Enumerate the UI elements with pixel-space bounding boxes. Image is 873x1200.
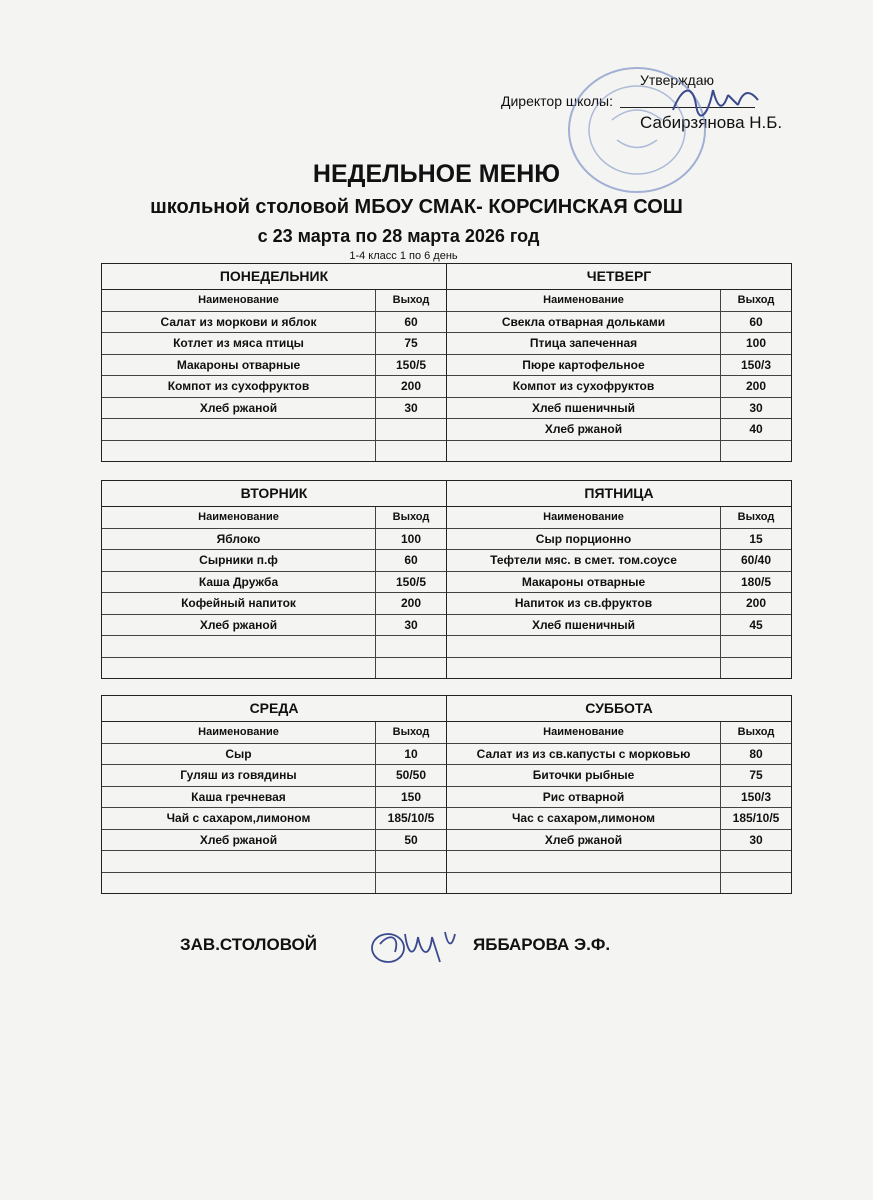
dish-output: 80 bbox=[749, 746, 763, 761]
dish-output: 150/5 bbox=[395, 574, 427, 589]
table-row bbox=[447, 744, 791, 766]
dish-name bbox=[102, 419, 376, 440]
dish-output: 10 bbox=[404, 746, 418, 761]
table-row bbox=[447, 398, 791, 420]
table-header bbox=[447, 722, 791, 744]
day-title: ПЯТНИЦА bbox=[447, 481, 791, 507]
dish-output: 185/10/5 bbox=[732, 811, 780, 825]
dish-output: 200 bbox=[400, 596, 422, 610]
dish-name: Сыр bbox=[102, 744, 376, 765]
table-row bbox=[102, 419, 446, 441]
dish-name: Рис отварной bbox=[447, 787, 721, 808]
day-title: ВТОРНИК bbox=[102, 481, 446, 507]
dish-name: Сырники п.ф bbox=[102, 550, 376, 571]
dish-name: Сыр порционно bbox=[447, 529, 721, 550]
table-row bbox=[102, 441, 446, 462]
director-label: Директор школы: bbox=[501, 93, 613, 109]
dish-output: 200 bbox=[400, 379, 422, 393]
table-row bbox=[447, 419, 791, 441]
dish-output: 200 bbox=[745, 596, 767, 610]
table-row bbox=[447, 787, 791, 809]
page-subtitle: школьной столовой МБОУ СМАК- КОРСИНСКАЯ СОШ bbox=[150, 196, 683, 218]
table-row bbox=[447, 851, 791, 873]
director-signature-icon bbox=[668, 80, 763, 120]
dish-name: Биточки рыбные bbox=[447, 765, 721, 786]
table-row bbox=[447, 593, 791, 615]
menu-block-3 bbox=[101, 695, 792, 894]
table-row bbox=[447, 658, 791, 679]
day-title: ПОНЕДЕЛЬНИК bbox=[102, 264, 446, 290]
dish-output bbox=[376, 851, 446, 872]
dish-name: Макароны отварные bbox=[447, 572, 721, 593]
dish-output bbox=[376, 658, 446, 679]
dish-output: 60 bbox=[749, 314, 763, 329]
dish-name bbox=[102, 658, 376, 679]
dish-output: 40 bbox=[749, 422, 763, 436]
dish-name bbox=[447, 441, 721, 462]
day-table bbox=[447, 481, 791, 678]
dish-output: 30 bbox=[749, 400, 763, 415]
table-row bbox=[102, 787, 446, 809]
day-table bbox=[102, 696, 447, 893]
table-row bbox=[102, 744, 446, 766]
table-row bbox=[102, 376, 446, 398]
table-row bbox=[102, 636, 446, 658]
day-table bbox=[102, 264, 447, 461]
table-row bbox=[102, 851, 446, 873]
column-header-name: Наименование bbox=[447, 722, 721, 743]
dish-name: Час с сахаром,лимоном bbox=[447, 808, 721, 829]
table-row bbox=[102, 312, 446, 334]
table-header bbox=[102, 722, 446, 744]
dish-name: Макароны отварные bbox=[102, 355, 376, 376]
footer-position: ЗАВ.СТОЛОВОЙ bbox=[180, 935, 317, 954]
dish-output: 150/5 bbox=[395, 357, 427, 372]
table-row bbox=[447, 355, 791, 377]
menu-block-1 bbox=[101, 263, 792, 462]
dish-output bbox=[721, 873, 791, 894]
dish-output: 45 bbox=[749, 617, 763, 632]
table-row bbox=[447, 529, 791, 551]
dish-output: 200 bbox=[745, 379, 767, 393]
table-row bbox=[102, 593, 446, 615]
table-header bbox=[447, 507, 791, 529]
dish-name: Котлет из мяса птицы bbox=[102, 333, 376, 354]
dish-name: Хлеб пшеничный bbox=[447, 615, 721, 636]
table-row bbox=[102, 550, 446, 572]
dish-name bbox=[102, 636, 376, 657]
dish-name: Напиток из св.фруктов bbox=[447, 593, 721, 614]
dish-name: Яблоко bbox=[102, 529, 376, 550]
date-range: с 23 марта по 28 марта 2026 год bbox=[257, 226, 540, 246]
column-header-name: Наименование bbox=[102, 722, 376, 743]
menu-block-2 bbox=[101, 480, 792, 679]
table-row bbox=[447, 333, 791, 355]
dish-output bbox=[376, 636, 446, 657]
column-header-output: Выход bbox=[392, 294, 430, 306]
dish-output: 30 bbox=[749, 832, 763, 847]
dish-output: 150/3 bbox=[740, 357, 772, 372]
dish-name: Салат из моркови и яблок bbox=[102, 312, 376, 333]
day-table bbox=[447, 696, 791, 893]
dish-name bbox=[102, 873, 376, 894]
dish-name: Свекла отварная дольками bbox=[447, 312, 721, 333]
table-row bbox=[447, 572, 791, 594]
table-row bbox=[447, 615, 791, 637]
dish-output: 185/10/5 bbox=[387, 811, 435, 825]
column-header-output: Выход bbox=[392, 726, 430, 738]
table-header bbox=[102, 507, 446, 529]
table-row bbox=[102, 658, 446, 679]
table-row bbox=[102, 873, 446, 894]
dish-output: 50/50 bbox=[395, 768, 427, 782]
table-row bbox=[447, 808, 791, 830]
table-row bbox=[102, 765, 446, 787]
dish-output: 150 bbox=[400, 789, 422, 804]
column-header-output: Выход bbox=[737, 726, 775, 738]
dish-name bbox=[447, 636, 721, 657]
table-row bbox=[447, 312, 791, 334]
dish-output: 180/5 bbox=[740, 574, 772, 589]
table-row bbox=[102, 615, 446, 637]
table-row bbox=[102, 529, 446, 551]
dish-output: 60 bbox=[404, 553, 418, 567]
table-row bbox=[102, 572, 446, 594]
dish-output: 30 bbox=[404, 617, 418, 632]
dish-name: Хлеб ржаной bbox=[102, 398, 376, 419]
dish-output: 50 bbox=[404, 832, 418, 847]
dish-output: 60 bbox=[404, 314, 418, 329]
day-table bbox=[102, 481, 447, 678]
column-header-name: Наименование bbox=[447, 290, 721, 311]
dish-name: Каша гречневая bbox=[102, 787, 376, 808]
dish-output bbox=[721, 441, 791, 462]
dish-name: Хлеб ржаной bbox=[102, 830, 376, 851]
column-header-output: Выход bbox=[392, 511, 430, 523]
dish-output bbox=[721, 851, 791, 872]
table-row bbox=[447, 873, 791, 894]
page-title: НЕДЕЛЬНОЕ МЕНЮ bbox=[312, 160, 561, 188]
dish-name: Хлеб ржаной bbox=[102, 615, 376, 636]
table-row bbox=[447, 765, 791, 787]
table-row bbox=[447, 636, 791, 658]
column-header-name: Наименование bbox=[447, 507, 721, 528]
dish-output: 150/3 bbox=[740, 789, 772, 804]
table-row bbox=[447, 550, 791, 572]
table-header bbox=[102, 290, 446, 312]
dish-name bbox=[102, 441, 376, 462]
approval-word: Утверждаю bbox=[640, 72, 714, 88]
dish-name: Хлеб ржаной bbox=[447, 830, 721, 851]
table-row bbox=[102, 333, 446, 355]
dish-output bbox=[376, 419, 446, 440]
dish-name bbox=[102, 851, 376, 872]
day-title: СРЕДА bbox=[102, 696, 446, 722]
dish-name: Салат из из св.капусты с морковью bbox=[447, 744, 721, 765]
dish-name: Каша Дружба bbox=[102, 572, 376, 593]
canteen-signature-icon bbox=[360, 922, 460, 972]
dish-name: Тефтели мяс. в смет. том.соусе bbox=[447, 550, 721, 571]
dish-output bbox=[376, 873, 446, 894]
dish-output: 15 bbox=[749, 531, 763, 546]
dish-name bbox=[447, 873, 721, 894]
dish-output: 60/40 bbox=[740, 553, 772, 567]
class-info: 1-4 класс 1 по 6 день bbox=[349, 250, 458, 262]
dish-name: Пюре картофельное bbox=[447, 355, 721, 376]
column-header-output: Выход bbox=[737, 511, 775, 523]
day-title: СУББОТА bbox=[447, 696, 791, 722]
dish-output bbox=[376, 441, 446, 462]
table-row bbox=[102, 830, 446, 852]
dish-name: Компот из сухофруктов bbox=[102, 376, 376, 397]
dish-output: 75 bbox=[749, 768, 763, 782]
dish-name: Хлеб пшеничный bbox=[447, 398, 721, 419]
table-row bbox=[102, 398, 446, 420]
dish-name: Хлеб ржаной bbox=[447, 419, 721, 440]
dish-name: Чай с сахаром,лимоном bbox=[102, 808, 376, 829]
footer-name: ЯББАРОВА Э.Ф. bbox=[473, 935, 611, 954]
table-header bbox=[447, 290, 791, 312]
dish-output: 30 bbox=[404, 400, 418, 415]
dish-output: 100 bbox=[745, 336, 767, 350]
day-title: ЧЕТВЕРГ bbox=[447, 264, 791, 290]
table-row bbox=[102, 808, 446, 830]
dish-name: Птица запеченная bbox=[447, 333, 721, 354]
dish-name: Гуляш из говядины bbox=[102, 765, 376, 786]
table-row bbox=[102, 355, 446, 377]
dish-output bbox=[721, 636, 791, 657]
dish-output: 75 bbox=[404, 336, 418, 350]
table-row bbox=[447, 830, 791, 852]
table-row bbox=[447, 441, 791, 462]
column-header-name: Наименование bbox=[102, 507, 376, 528]
dish-name: Компот из сухофруктов bbox=[447, 376, 721, 397]
dish-output bbox=[721, 658, 791, 679]
table-row bbox=[447, 376, 791, 398]
dish-name bbox=[447, 851, 721, 872]
dish-name: Кофейный напиток bbox=[102, 593, 376, 614]
column-header-output: Выход bbox=[737, 294, 775, 306]
day-table bbox=[447, 264, 791, 461]
column-header-name: Наименование bbox=[102, 290, 376, 311]
director-name: Сабирзянова Н.Б. bbox=[640, 113, 783, 132]
dish-output: 100 bbox=[400, 531, 422, 546]
dish-name bbox=[447, 658, 721, 679]
